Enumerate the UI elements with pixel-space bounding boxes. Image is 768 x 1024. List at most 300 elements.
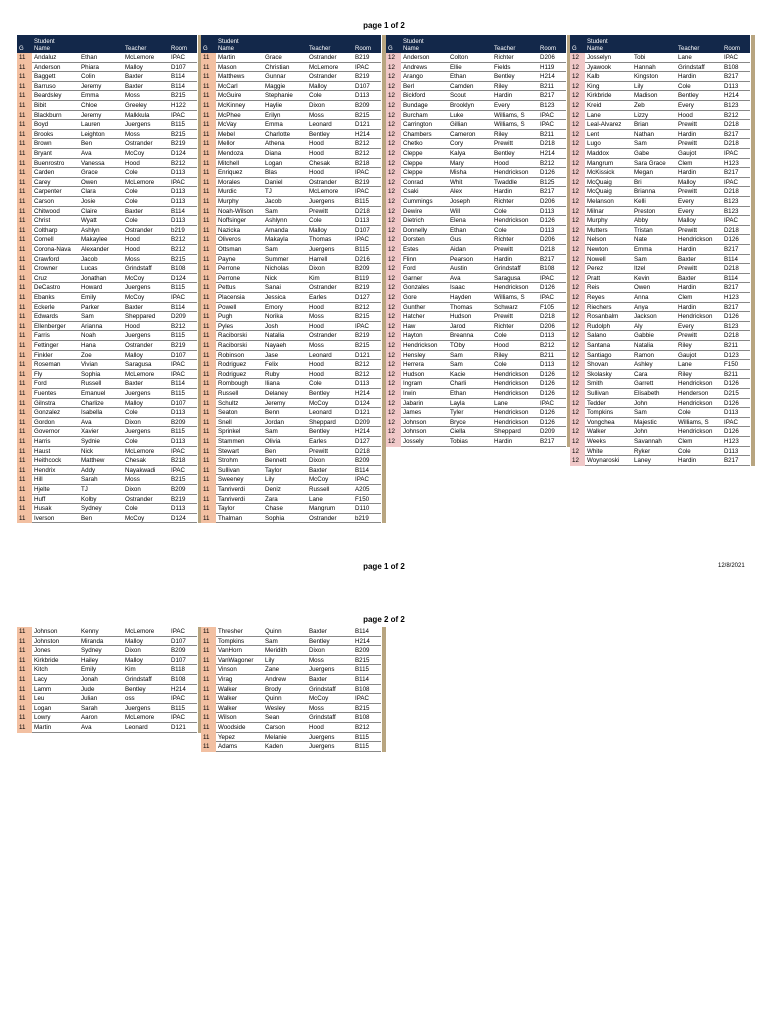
table-row xyxy=(17,168,197,178)
grade-cell: 12 xyxy=(570,360,585,370)
last-name-cell: Cleppe xyxy=(403,159,423,167)
last-name-cell: Weeks xyxy=(587,438,606,445)
last-name-cell: Harris xyxy=(34,438,51,445)
last-name-cell: Carson xyxy=(34,198,54,205)
last-name-cell: Walker xyxy=(587,428,607,436)
teacher-cell: Cole xyxy=(125,169,138,177)
grade-cell: 11 xyxy=(201,427,216,437)
teacher-cell: Hendrickson xyxy=(678,399,713,407)
room-cell: IPAC xyxy=(540,111,554,119)
grade-cell: 11 xyxy=(17,63,32,73)
table-row xyxy=(17,111,197,121)
last-name-cell: Chambers xyxy=(403,130,432,138)
room-cell: F150 xyxy=(724,361,739,369)
last-name-cell: Santana xyxy=(587,342,611,349)
first-name-cell: Benn xyxy=(265,409,280,417)
room-cell: IPAC xyxy=(540,274,554,282)
table-row xyxy=(17,120,197,130)
table-row xyxy=(201,351,381,361)
last-name-cell: Mellor xyxy=(218,140,235,148)
teacher-cell: Moss xyxy=(309,313,324,321)
room-cell: IPAC xyxy=(355,236,369,244)
teacher-cell: Moss xyxy=(125,130,140,138)
table-row xyxy=(17,694,197,704)
teacher-cell: Every xyxy=(678,102,694,109)
teacher-cell: Bentley xyxy=(309,130,330,138)
last-name-cell: Mutters xyxy=(587,226,608,234)
room-cell: D126 xyxy=(540,390,555,397)
grade-cell: 11 xyxy=(201,91,216,101)
last-name-cell: McQuaig xyxy=(587,188,612,196)
room-cell: B108 xyxy=(724,63,739,71)
first-name-cell: John xyxy=(634,428,648,436)
teacher-cell: Schwarz xyxy=(494,303,518,311)
room-cell: IPAC xyxy=(355,322,369,330)
first-name-cell: Preston xyxy=(634,207,656,215)
first-name-cell: Blas xyxy=(265,169,278,177)
table-row xyxy=(201,495,381,505)
last-name-cell: Hayton xyxy=(403,332,423,340)
last-name-cell: Jabarin xyxy=(403,399,424,407)
grade-cell: 12 xyxy=(386,149,401,159)
room-cell: B217 xyxy=(724,457,739,465)
grade-cell: 11 xyxy=(17,168,32,178)
room-cell: D113 xyxy=(540,332,555,340)
room-cell: D107 xyxy=(171,399,186,407)
table-row xyxy=(17,72,197,82)
room-cell: D218 xyxy=(724,188,739,196)
room-cell: B212 xyxy=(171,159,186,167)
teacher-cell: Hardin xyxy=(678,284,697,292)
teacher-cell: Saragusa xyxy=(494,274,521,282)
table-row xyxy=(201,226,381,236)
last-name-cell: Johnson xyxy=(403,418,427,426)
room-cell: D215 xyxy=(724,390,739,397)
table-row xyxy=(17,379,197,389)
grade-cell: 11 xyxy=(201,139,216,149)
first-name-cell: Anna xyxy=(634,294,649,301)
table-row xyxy=(17,283,197,293)
table-row xyxy=(570,322,750,332)
room-cell: D218 xyxy=(724,226,739,234)
grade-cell: 12 xyxy=(570,168,585,178)
last-name-cell: Hendrix xyxy=(34,466,56,474)
last-name-cell: Gilnstra xyxy=(34,399,56,407)
table-row xyxy=(201,53,381,63)
table-row xyxy=(17,255,197,265)
grade-cell: 11 xyxy=(201,637,216,647)
room-cell: B209 xyxy=(355,102,370,109)
grade-cell: 11 xyxy=(201,274,216,284)
last-name-cell: Rodriguez xyxy=(218,361,247,369)
teacher-cell: Hardin xyxy=(678,73,697,81)
teacher-cell: Hendrickson xyxy=(494,380,529,388)
room-cell: B123 xyxy=(724,322,739,330)
first-name-cell: Sarah xyxy=(81,704,98,712)
grade-cell: 11 xyxy=(17,197,32,207)
teacher-cell: Baxter xyxy=(125,207,143,215)
first-name-cell: Bri xyxy=(634,178,642,186)
teacher-cell: Hendrickson xyxy=(494,418,529,426)
teacher-cell: Ostrander xyxy=(309,178,337,186)
teacher-cell: Moss xyxy=(309,656,324,664)
teacher-cell: Hood xyxy=(678,111,693,119)
grade-cell: 12 xyxy=(570,331,585,341)
teacher-cell: Williams, S xyxy=(494,111,525,119)
teacher-cell: Baxter xyxy=(125,380,143,388)
last-name-cell: Carrington xyxy=(403,121,432,129)
teacher-cell: Greeley xyxy=(125,102,147,109)
room-cell: B212 xyxy=(724,111,739,119)
grade-cell: 12 xyxy=(570,139,585,149)
room-cell: B219 xyxy=(355,284,370,292)
last-name-cell: Berl xyxy=(403,82,415,90)
room-cell: H123 xyxy=(724,159,739,167)
first-name-cell: Ethan xyxy=(450,226,467,234)
table-row xyxy=(17,627,197,637)
grade-cell: 11 xyxy=(201,216,216,226)
table-row xyxy=(201,274,381,284)
grade-cell: 12 xyxy=(386,322,401,332)
first-name-cell: Athena xyxy=(265,140,285,148)
teacher-cell: Lane xyxy=(678,361,692,369)
room-cell: B125 xyxy=(540,178,555,186)
table-header xyxy=(201,35,381,53)
table-row xyxy=(386,245,566,255)
header-student-name: Student Name xyxy=(587,39,608,52)
last-name-cell: Newton xyxy=(587,246,608,253)
table-row xyxy=(17,312,197,322)
first-name-cell: Isaac xyxy=(450,284,465,292)
grade-cell: 11 xyxy=(201,475,216,485)
first-name-cell: Wesley xyxy=(265,704,286,712)
table-row xyxy=(201,466,381,476)
teacher-cell: Hendrickson xyxy=(494,370,529,378)
room-cell: D206 xyxy=(540,322,555,330)
first-name-cell: Layla xyxy=(450,399,465,407)
grade-cell: 11 xyxy=(201,685,216,695)
table-row xyxy=(386,226,566,236)
grade-cell: 12 xyxy=(570,178,585,188)
teacher-cell: Cole xyxy=(125,188,138,196)
last-name-cell: Vinson xyxy=(218,666,237,674)
room-cell: D121 xyxy=(355,351,370,359)
last-name-cell: Hensley xyxy=(403,351,426,359)
table-row xyxy=(386,331,566,341)
grade-cell: 12 xyxy=(386,245,401,255)
last-name-cell: Taylor xyxy=(218,505,235,513)
room-cell: B212 xyxy=(171,236,186,244)
teacher-cell: Earles xyxy=(309,438,327,445)
last-name-cell: Farris xyxy=(34,332,50,340)
teacher-cell: Hendrickson xyxy=(494,217,529,225)
room-cell: B215 xyxy=(355,704,370,712)
grade-cell: 11 xyxy=(17,293,32,303)
teacher-cell: Grindstaff xyxy=(678,63,705,71)
room-cell: B212 xyxy=(355,724,370,731)
first-name-cell: Charlize xyxy=(81,399,104,407)
last-name-cell: Gordon xyxy=(34,418,55,426)
table-row xyxy=(201,82,381,92)
table-row xyxy=(201,427,381,437)
table-row xyxy=(17,235,197,245)
first-name-cell: Zane xyxy=(265,666,280,674)
last-name-cell: DeCastro xyxy=(34,284,61,292)
room-cell: B217 xyxy=(724,130,739,138)
grade-cell: 11 xyxy=(201,168,216,178)
room-cell: D107 xyxy=(355,82,370,90)
room-cell: H214 xyxy=(355,390,370,397)
last-name-cell: Governor xyxy=(34,428,60,436)
grade-cell: 11 xyxy=(17,379,32,389)
last-name-cell: Anderson xyxy=(34,63,61,71)
grade-cell: 11 xyxy=(201,694,216,704)
last-name-cell: Martin xyxy=(218,54,236,61)
grade-cell: 12 xyxy=(386,72,401,82)
room-cell: D113 xyxy=(171,438,186,445)
last-name-cell: Crawford xyxy=(34,255,60,263)
teacher-cell: Sheppard xyxy=(309,418,336,426)
last-name-cell: Carpenter xyxy=(34,188,62,196)
first-name-cell: Sam xyxy=(450,361,463,369)
room-cell: B212 xyxy=(355,303,370,311)
grade-cell: 11 xyxy=(17,91,32,101)
first-name-cell: TJ xyxy=(81,486,88,493)
teacher-cell: Mangrum xyxy=(309,505,336,513)
first-name-cell: Diana xyxy=(265,150,282,157)
last-name-cell: Murphy xyxy=(218,198,239,205)
grade-cell: 11 xyxy=(17,178,32,188)
teacher-cell: Cole xyxy=(494,226,507,234)
first-name-cell: Logan xyxy=(265,159,283,167)
grade-cell: 12 xyxy=(386,91,401,101)
last-name-cell: Logan xyxy=(34,704,52,712)
grade-cell: 11 xyxy=(201,665,216,675)
last-name-cell: Jossely xyxy=(403,438,424,445)
first-name-cell: Gabbie xyxy=(634,332,654,340)
first-name-cell: Natalia xyxy=(265,332,285,340)
grade-cell: 11 xyxy=(201,53,216,63)
teacher-cell: Cole xyxy=(125,198,138,205)
grade-cell: 11 xyxy=(201,389,216,399)
table-row xyxy=(201,742,381,752)
table-row xyxy=(570,63,750,73)
grade-cell: 12 xyxy=(386,427,401,437)
first-name-cell: Josh xyxy=(265,322,279,330)
last-name-cell: Perrone xyxy=(218,265,241,273)
table-row xyxy=(386,72,566,82)
table-row xyxy=(386,101,566,111)
teacher-cell: Hardin xyxy=(678,303,697,311)
table-row xyxy=(386,130,566,140)
table-row xyxy=(570,408,750,418)
table-row xyxy=(386,207,566,217)
table-row xyxy=(570,293,750,303)
table-row xyxy=(570,379,750,389)
room-cell: B114 xyxy=(355,466,369,474)
teacher-cell: McCoy xyxy=(125,294,145,301)
table-row xyxy=(386,283,566,293)
teacher-cell: Hood xyxy=(309,150,324,157)
first-name-cell: Erilyn xyxy=(265,111,281,119)
first-name-cell: John xyxy=(634,399,648,407)
grade-cell: 11 xyxy=(201,514,216,524)
teacher-cell: Chesak xyxy=(309,159,330,167)
teacher-cell: Lane xyxy=(309,495,323,503)
room-cell: D218 xyxy=(724,265,739,273)
teacher-cell: McCoy xyxy=(125,274,145,282)
teacher-cell: Hardin xyxy=(678,457,697,465)
last-name-cell: Finkler xyxy=(34,351,53,359)
grade-cell: 11 xyxy=(201,187,216,197)
room-cell: D126 xyxy=(540,169,555,177)
first-name-cell: Daniel xyxy=(265,178,283,186)
teacher-cell: Riley xyxy=(678,370,692,378)
grade-cell: 12 xyxy=(570,130,585,140)
grade-cell: 12 xyxy=(386,207,401,217)
header-room: Room xyxy=(724,45,741,52)
grade-cell: 11 xyxy=(201,399,216,409)
first-name-cell: Camden xyxy=(450,82,474,90)
first-name-cell: Luke xyxy=(450,111,464,119)
grade-cell: 11 xyxy=(17,447,32,457)
grade-cell: 12 xyxy=(570,63,585,73)
table-row xyxy=(201,408,381,418)
grade-cell: 11 xyxy=(17,437,32,447)
table-row xyxy=(201,646,381,656)
room-cell: A205 xyxy=(355,486,370,493)
grade-cell: 11 xyxy=(17,351,32,361)
last-name-cell: Jyawook xyxy=(587,63,612,71)
first-name-cell: Majestic xyxy=(634,418,657,426)
header-student-name: Student Name xyxy=(34,39,55,52)
grade-cell: 12 xyxy=(386,264,401,274)
teacher-cell: Sheppard xyxy=(494,428,521,436)
table-row xyxy=(201,120,381,130)
room-cell: H119 xyxy=(540,63,555,71)
grade-cell: 12 xyxy=(386,303,401,313)
table-row xyxy=(17,685,197,695)
teacher-cell: Gaujot xyxy=(678,351,697,359)
first-name-cell: Brody xyxy=(265,685,282,693)
first-name-cell: Cory xyxy=(450,140,464,148)
table-row xyxy=(386,418,566,428)
last-name-cell: Dorsten xyxy=(403,236,425,244)
last-name-cell: McKissick xyxy=(587,169,615,177)
last-name-cell: Lamm xyxy=(34,685,52,693)
teacher-cell: Every xyxy=(494,102,510,109)
first-name-cell: Thomas xyxy=(450,303,473,311)
room-cell: B123 xyxy=(724,198,739,205)
teacher-cell: Every xyxy=(678,207,694,215)
room-cell: B215 xyxy=(171,130,186,138)
first-name-cell: Brian xyxy=(634,121,649,129)
teacher-cell: Richter xyxy=(494,236,514,244)
last-name-cell: Tompkins xyxy=(218,637,245,645)
table-row xyxy=(201,312,381,322)
teacher-cell: Every xyxy=(678,322,694,330)
table-row xyxy=(17,245,197,255)
table-row xyxy=(570,264,750,274)
table-row xyxy=(17,63,197,73)
first-name-cell: Zeb xyxy=(634,102,645,109)
table-row xyxy=(201,504,381,514)
grade-cell: 12 xyxy=(570,456,585,466)
teacher-cell: Dixon xyxy=(125,647,141,655)
grade-cell: 11 xyxy=(201,197,216,207)
first-name-cell: Ethan xyxy=(450,73,467,81)
table-row xyxy=(201,101,381,111)
first-name-cell: Sarah xyxy=(81,476,98,484)
grade-cell: 12 xyxy=(570,437,585,447)
last-name-cell: Leal-Alvarez xyxy=(587,121,622,129)
room-cell: B212 xyxy=(355,140,370,148)
teacher-cell: Riley xyxy=(494,351,508,359)
grade-cell: 12 xyxy=(570,427,585,437)
teacher-cell: Prewitt xyxy=(309,447,328,455)
room-cell: IPAC xyxy=(355,695,369,703)
table-row xyxy=(201,63,381,73)
table-row xyxy=(386,139,566,149)
room-cell: D218 xyxy=(724,140,739,148)
table-row xyxy=(570,101,750,111)
teacher-cell: Juergens xyxy=(125,428,151,436)
table-row xyxy=(570,283,750,293)
table-row xyxy=(201,91,381,101)
last-name-cell: Woynaroski xyxy=(587,457,620,465)
first-name-cell: Jackson xyxy=(634,313,657,321)
first-name-cell: Nicholas xyxy=(265,265,289,273)
grade-cell: 11 xyxy=(201,723,216,733)
grade-cell: 12 xyxy=(570,255,585,265)
first-name-cell: Emma xyxy=(81,92,99,100)
table-row xyxy=(570,351,750,361)
room-cell: B115 xyxy=(355,733,369,741)
room-cell: D218 xyxy=(540,246,555,253)
teacher-cell: Hendrickson xyxy=(494,169,529,177)
last-name-cell: Dietrich xyxy=(403,217,424,225)
teacher-cell: Grindstaff xyxy=(494,265,521,273)
last-name-cell: Leu xyxy=(34,695,45,703)
grade-cell: 12 xyxy=(570,216,585,226)
table-row xyxy=(17,130,197,140)
teacher-cell: Ostrander xyxy=(309,332,337,340)
last-name-cell: McVay xyxy=(218,121,237,129)
first-name-cell: Joseph xyxy=(450,198,470,205)
grade-cell: 12 xyxy=(570,312,585,322)
last-name-cell: Csaki xyxy=(403,188,419,196)
grade-cell: 11 xyxy=(201,322,216,332)
header-teacher: Teacher xyxy=(125,45,147,52)
room-cell: B219 xyxy=(171,342,186,349)
room-cell: B219 xyxy=(171,495,186,503)
grade-cell: 11 xyxy=(201,63,216,73)
last-name-cell: Sprinkel xyxy=(218,428,241,436)
teacher-cell: Chesak xyxy=(125,457,146,465)
first-name-cell: Jude xyxy=(81,685,95,693)
room-cell: B215 xyxy=(355,656,370,664)
teacher-cell: Riley xyxy=(494,130,508,138)
table-row xyxy=(17,216,197,226)
first-name-cell: Claire xyxy=(81,207,98,215)
table-row xyxy=(201,149,381,159)
first-name-cell: Phiara xyxy=(81,63,99,71)
room-cell: H214 xyxy=(540,73,555,81)
last-name-cell: Lugo xyxy=(587,140,601,148)
room-cell: D110 xyxy=(355,505,370,513)
table-row xyxy=(17,408,197,418)
room-cell: D121 xyxy=(355,121,370,129)
